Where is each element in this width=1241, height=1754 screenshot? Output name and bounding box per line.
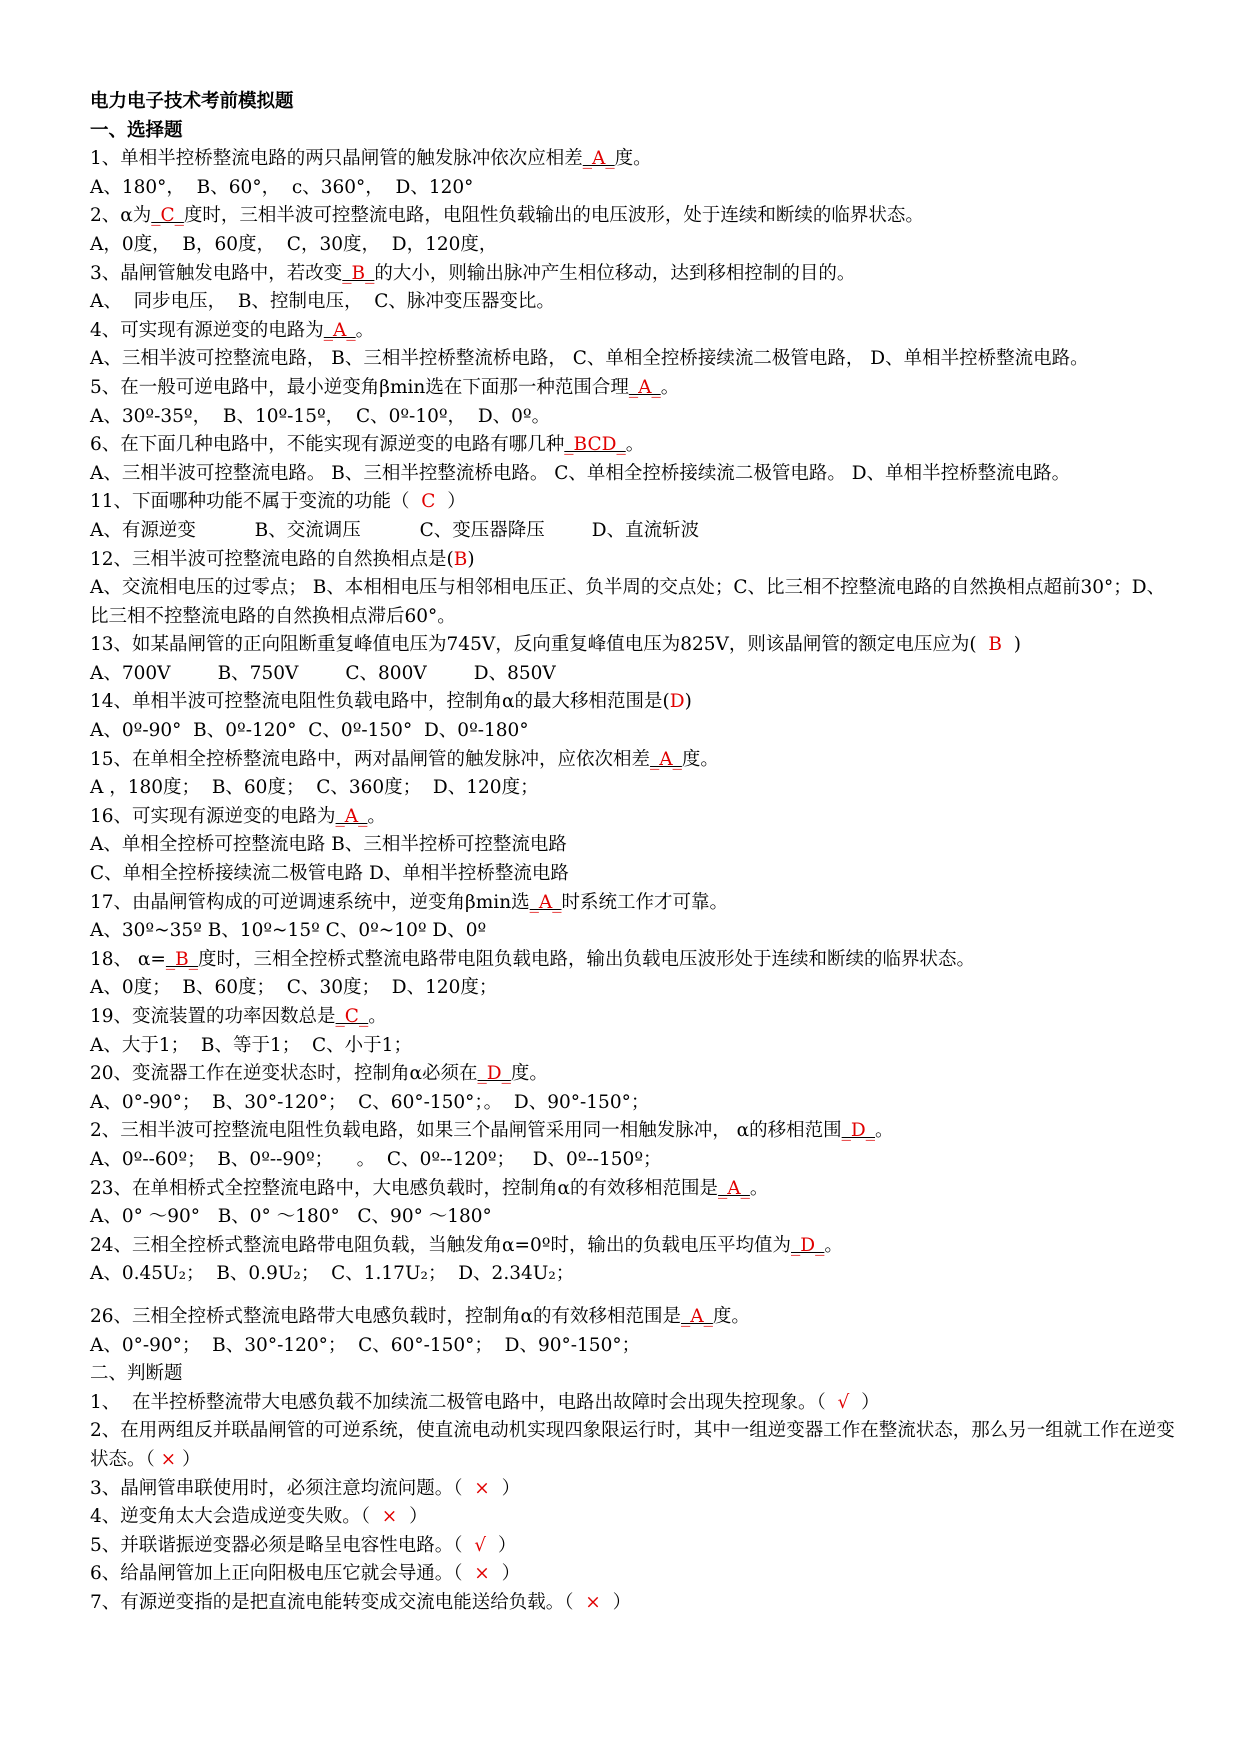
answer-blank: _C_ [151, 205, 184, 227]
line-suffix: ) [684, 691, 692, 713]
text-line [90, 688, 1180, 717]
line-text: A、大于1； B、等于1； C、小于1； [90, 1034, 412, 1056]
line-suffix: 。 [824, 1234, 843, 1256]
text-line [90, 1532, 1180, 1561]
line-text: 20、变流器工作在逆变状态时，控制角α必须在 [90, 1063, 478, 1085]
answer-blank: _A_ [628, 376, 661, 398]
line-text: A、30º-35º， B、10º-15º， C、0º-10º， D、0º。 [90, 405, 551, 427]
answer-blank: _A_ [718, 1177, 750, 1199]
line-suffix: 时系统工作才可靠。 [561, 891, 729, 913]
answer-blank: _BCD_ [564, 434, 626, 456]
line-text: A、0°-90°； B、30°-120°； C、60°-150°；。 D、90°-150°； [90, 1091, 650, 1113]
text-line [90, 374, 1180, 403]
text-line [90, 1560, 1180, 1589]
text-line [90, 231, 1180, 260]
line-text: 5、并联谐振逆变器必须是略呈电容性电路。（ [90, 1534, 463, 1556]
line-text: 3、晶闸管触发电路中，若改变 [90, 262, 343, 284]
line-text: A、700V B、750V C、800V D、850V [90, 662, 556, 684]
line-text: 3、晶闸管串联使用时，必须注意均流问题。（ [90, 1477, 463, 1499]
answer-blank: _A_ [681, 1305, 713, 1327]
line-text: C、单相全控桥接续流二极管电路 D、单相半控桥整流电路 [90, 863, 569, 885]
text-line [90, 660, 1180, 689]
line-text: A、0º-90° B、0º-120° C、0º-150° D、0º-180° [90, 720, 529, 742]
text-line [90, 1003, 1180, 1032]
line-suffix: 度时，三相全控桥式整流电路带电阻负载电路，输出负载电压波形处于连续和断续的临界状态。 [198, 948, 976, 970]
line-text: 1、 在半控桥整流带大电感负载不加续流二极管电路中，电路出故障时会出现失控现象。（ [90, 1391, 826, 1413]
answer-mark: √ [462, 1534, 498, 1556]
line-suffix: 度。 [712, 1305, 750, 1327]
answer-blank: _A_ [582, 148, 615, 170]
line-suffix: 度。 [510, 1063, 548, 1085]
line-text: A、三相半波可控整流电路， B、三相半控桥整流桥电路， C、单相全控桥接续流二极管电路， D、单相半控桥整流电路。 [90, 348, 1089, 370]
line-suffix: ) [467, 548, 475, 570]
line-text: A，0度， B，60度， C，30度， D，120度， [90, 233, 498, 255]
judge-questions [90, 1389, 1180, 1618]
section-judge-heading: 二、判断题 [90, 1363, 183, 1385]
line-suffix: 。 [749, 1177, 769, 1199]
text-line [90, 803, 1180, 832]
text-line [90, 746, 1180, 775]
answer-blank: _B_ [165, 948, 199, 970]
line-text: 1、单相半控桥整流电路的两只晶闸管的触发脉冲依次应相差 [90, 148, 583, 170]
line-text: A、交流相电压的过零点； B、本相相电压与相邻相电压正、负半周的交点处；C、比三相不控整流电路的自然换相点超前30°；D、比三相不控整流电路的自然换相点滞后60°。 [90, 577, 1166, 627]
text-line [90, 1389, 1180, 1418]
line-suffix: ） [501, 1563, 521, 1585]
text-line [90, 889, 1180, 918]
text-line [90, 1089, 1180, 1118]
line-text: 5、在一般可逆电路中，最小逆变角βmin选在下面那一种范围合理 [90, 376, 629, 398]
line-text: A、180°， B、60°， c、360°， D、120° [90, 176, 474, 198]
line-text: A、0度； B、60度； C、30度； D、120度； [90, 977, 498, 999]
section-choice-heading: 一、选择题 [90, 119, 183, 141]
text-line [90, 431, 1180, 460]
answer-mark: × [370, 1506, 410, 1528]
choice-questions-continued [90, 1303, 1180, 1360]
text-line [90, 488, 1180, 517]
line-text: 13、如某晶闸管的正向阻断重复峰值电压为745V，反向重复峰值电压为825V，则该晶闸管的额定电压应为( [90, 634, 977, 656]
line-text: 16、可实现有源逆变的电路为 [90, 805, 336, 827]
line-text: A、 同步电压， B、控制电压， C、脉冲变压器变比。 [90, 291, 555, 313]
line-text: 4、逆变角太大会造成逆变失败。（ [90, 1506, 371, 1528]
line-text: 19、变流装置的功率因数总是 [90, 1006, 336, 1027]
line-suffix: 。 [355, 319, 375, 341]
text-line [90, 460, 1180, 489]
answer-blank: _A_ [529, 891, 562, 913]
line-suffix: 。 [625, 434, 645, 456]
text-line [90, 946, 1180, 975]
line-text: A、30º~35º B、10º~15º C、0º~10º D、0º [90, 920, 487, 942]
text-line [90, 717, 1180, 746]
line-text: 12、三相半波可控整流电路的自然换相点是( [90, 548, 454, 570]
line-text: 17、由晶闸管构成的可逆调速系统中，逆变角βmin选 [90, 891, 530, 913]
line-text: A、0° ～90° B、0° ～180° C、90° ～180° [90, 1206, 492, 1228]
line-suffix: 的大小，则输出脉冲产生相位移动，达到移相控制的目的。 [374, 262, 856, 284]
text-line [90, 260, 1180, 289]
line-text: 6、给晶闸管加上正向阳极电压它就会导通。（ [90, 1563, 463, 1585]
text-line [90, 1260, 1180, 1289]
text-line [90, 1146, 1180, 1175]
text-line [90, 345, 1180, 374]
line-text: A、三相半波可控整流电路。 B、三相半控整流桥电路。 C、单相全控桥接续流二极管电路。 D、单相半控桥整流电路。 [90, 462, 1071, 484]
answer-mark: C [409, 491, 448, 513]
text-line [90, 1060, 1180, 1089]
line-suffix: 。 [875, 1120, 894, 1142]
document-page [90, 88, 1180, 1617]
line-suffix: 度。 [681, 748, 719, 770]
line-text: 24、三相全控桥式整流电路带电阻负载，当触发角α=0º时，输出的负载电压平均值为 [90, 1234, 792, 1256]
line-suffix: 度时，三相半波可控整流电路，电阻性负载输出的电压波形，处于连续和断续的临界状态。 [183, 205, 924, 227]
line-suffix: 。 [660, 376, 680, 398]
line-suffix: ） [497, 1534, 517, 1556]
text-line [90, 831, 1180, 860]
document-title: 电力电子技术考前模拟题 [90, 91, 294, 112]
line-text: 18、 α= [90, 948, 166, 970]
line-text: 26、三相全控桥式整流电路带大电感负载时，控制角α的有效移相范围是 [90, 1305, 682, 1327]
text-line [90, 1503, 1180, 1532]
answer-mark: √ [825, 1391, 862, 1413]
text-line [90, 1475, 1180, 1504]
line-suffix: ） [182, 1448, 201, 1470]
line-text: 4、可实现有源逆变的电路为 [90, 319, 324, 341]
answer-mark: D [669, 691, 685, 713]
line-text: A、0º--60º； B、0º--90º； 。 C、0º--120º； D、0º--150º； [90, 1148, 662, 1170]
line-suffix: ） [447, 491, 466, 513]
answer-blank: _C_ [335, 1006, 369, 1027]
text-line [90, 1303, 1180, 1332]
text-line [90, 317, 1180, 346]
answer-blank: _D_ [841, 1120, 875, 1142]
line-suffix: 。 [368, 1006, 387, 1027]
line-text: 11、下面哪种功能不属于变流的功能（ [90, 491, 410, 513]
line-text: A、0.45U₂； B、0.9U₂； C、1.17U₂； D、2.34U₂； [90, 1263, 575, 1285]
answer-mark: B [453, 548, 468, 570]
text-line [90, 174, 1180, 203]
line-suffix: ） [861, 1391, 880, 1413]
text-line [90, 1175, 1180, 1204]
text-line [90, 1332, 1180, 1361]
text-line [90, 1417, 1180, 1474]
text-line [90, 631, 1180, 660]
line-text: 23、在单相桥式全控整流电路中，大电感负载时，控制角α的有效移相范围是 [90, 1177, 719, 1199]
line-suffix: 。 [367, 805, 386, 827]
line-text: 2、α为 [90, 205, 152, 227]
line-text: 2、在用两组反并联晶闸管的可逆系统，使直流电动机实现四象限运行时，其中一组逆变器工作在整流状态，那么另一组就工作在逆变状态。（ [90, 1420, 1175, 1470]
answer-blank: _D_ [791, 1234, 825, 1256]
line-text: 14、单相半波可控整流电阻性负载电路中，控制角α的最大移相范围是( [90, 691, 670, 713]
text-line [90, 1117, 1180, 1146]
line-suffix: 度。 [614, 148, 652, 170]
answer-mark: × [462, 1563, 502, 1585]
answer-mark: × [573, 1591, 613, 1613]
line-suffix: ） [409, 1506, 428, 1528]
text-line [90, 403, 1180, 432]
answer-mark: B [976, 634, 1014, 656]
text-line [90, 1589, 1180, 1618]
answer-blank: _A_ [650, 748, 682, 770]
line-suffix: ) [1013, 634, 1021, 656]
line-text: 6、在下面几种电路中，不能实现有源逆变的电路有哪几种 [90, 434, 565, 456]
blank-gap [90, 1289, 1180, 1303]
answer-mark: × [154, 1448, 183, 1470]
answer-blank: _A_ [335, 805, 368, 827]
text-line [90, 917, 1180, 946]
line-suffix: ） [501, 1477, 521, 1499]
answer-mark: × [462, 1477, 502, 1499]
answer-blank: _B_ [342, 262, 375, 284]
line-text: A、有源逆变 B、交流调压 C、变压器降压 D、直流斩波 [90, 519, 700, 541]
line-text: 7、有源逆变指的是把直流电能转变成交流电能送给负载。（ [90, 1591, 574, 1613]
line-text: 15、在单相全控桥整流电路中，两对晶闸管的触发脉冲，应依次相差 [90, 748, 651, 770]
text-line [90, 974, 1180, 1003]
text-line [90, 1032, 1180, 1061]
line-text: A、0°-90°； B、30°-120°； C、60°-150°； D、90°-150°； [90, 1334, 641, 1356]
text-line [90, 288, 1180, 317]
line-text: A ，180度； B、60度； C、360度； D、120度； [90, 777, 539, 799]
text-line [90, 517, 1180, 546]
text-line [90, 1203, 1180, 1232]
text-line [90, 145, 1180, 174]
choice-questions [90, 145, 1180, 1289]
text-line [90, 574, 1180, 631]
text-line [90, 774, 1180, 803]
text-line [90, 1232, 1180, 1261]
line-suffix: ） [612, 1591, 632, 1613]
answer-blank: _D_ [477, 1063, 511, 1085]
text-line [90, 546, 1180, 575]
answer-blank: _A_ [323, 319, 356, 341]
line-text: A、单相全控桥可控整流电路 B、三相半控桥可控整流电路 [90, 834, 567, 856]
line-text: 2、三相半波可控整流电阻性负载电路，如果三个晶闸管采用同一相触发脉冲， α的移相范围 [90, 1120, 842, 1142]
text-line [90, 202, 1180, 231]
text-line [90, 860, 1180, 889]
